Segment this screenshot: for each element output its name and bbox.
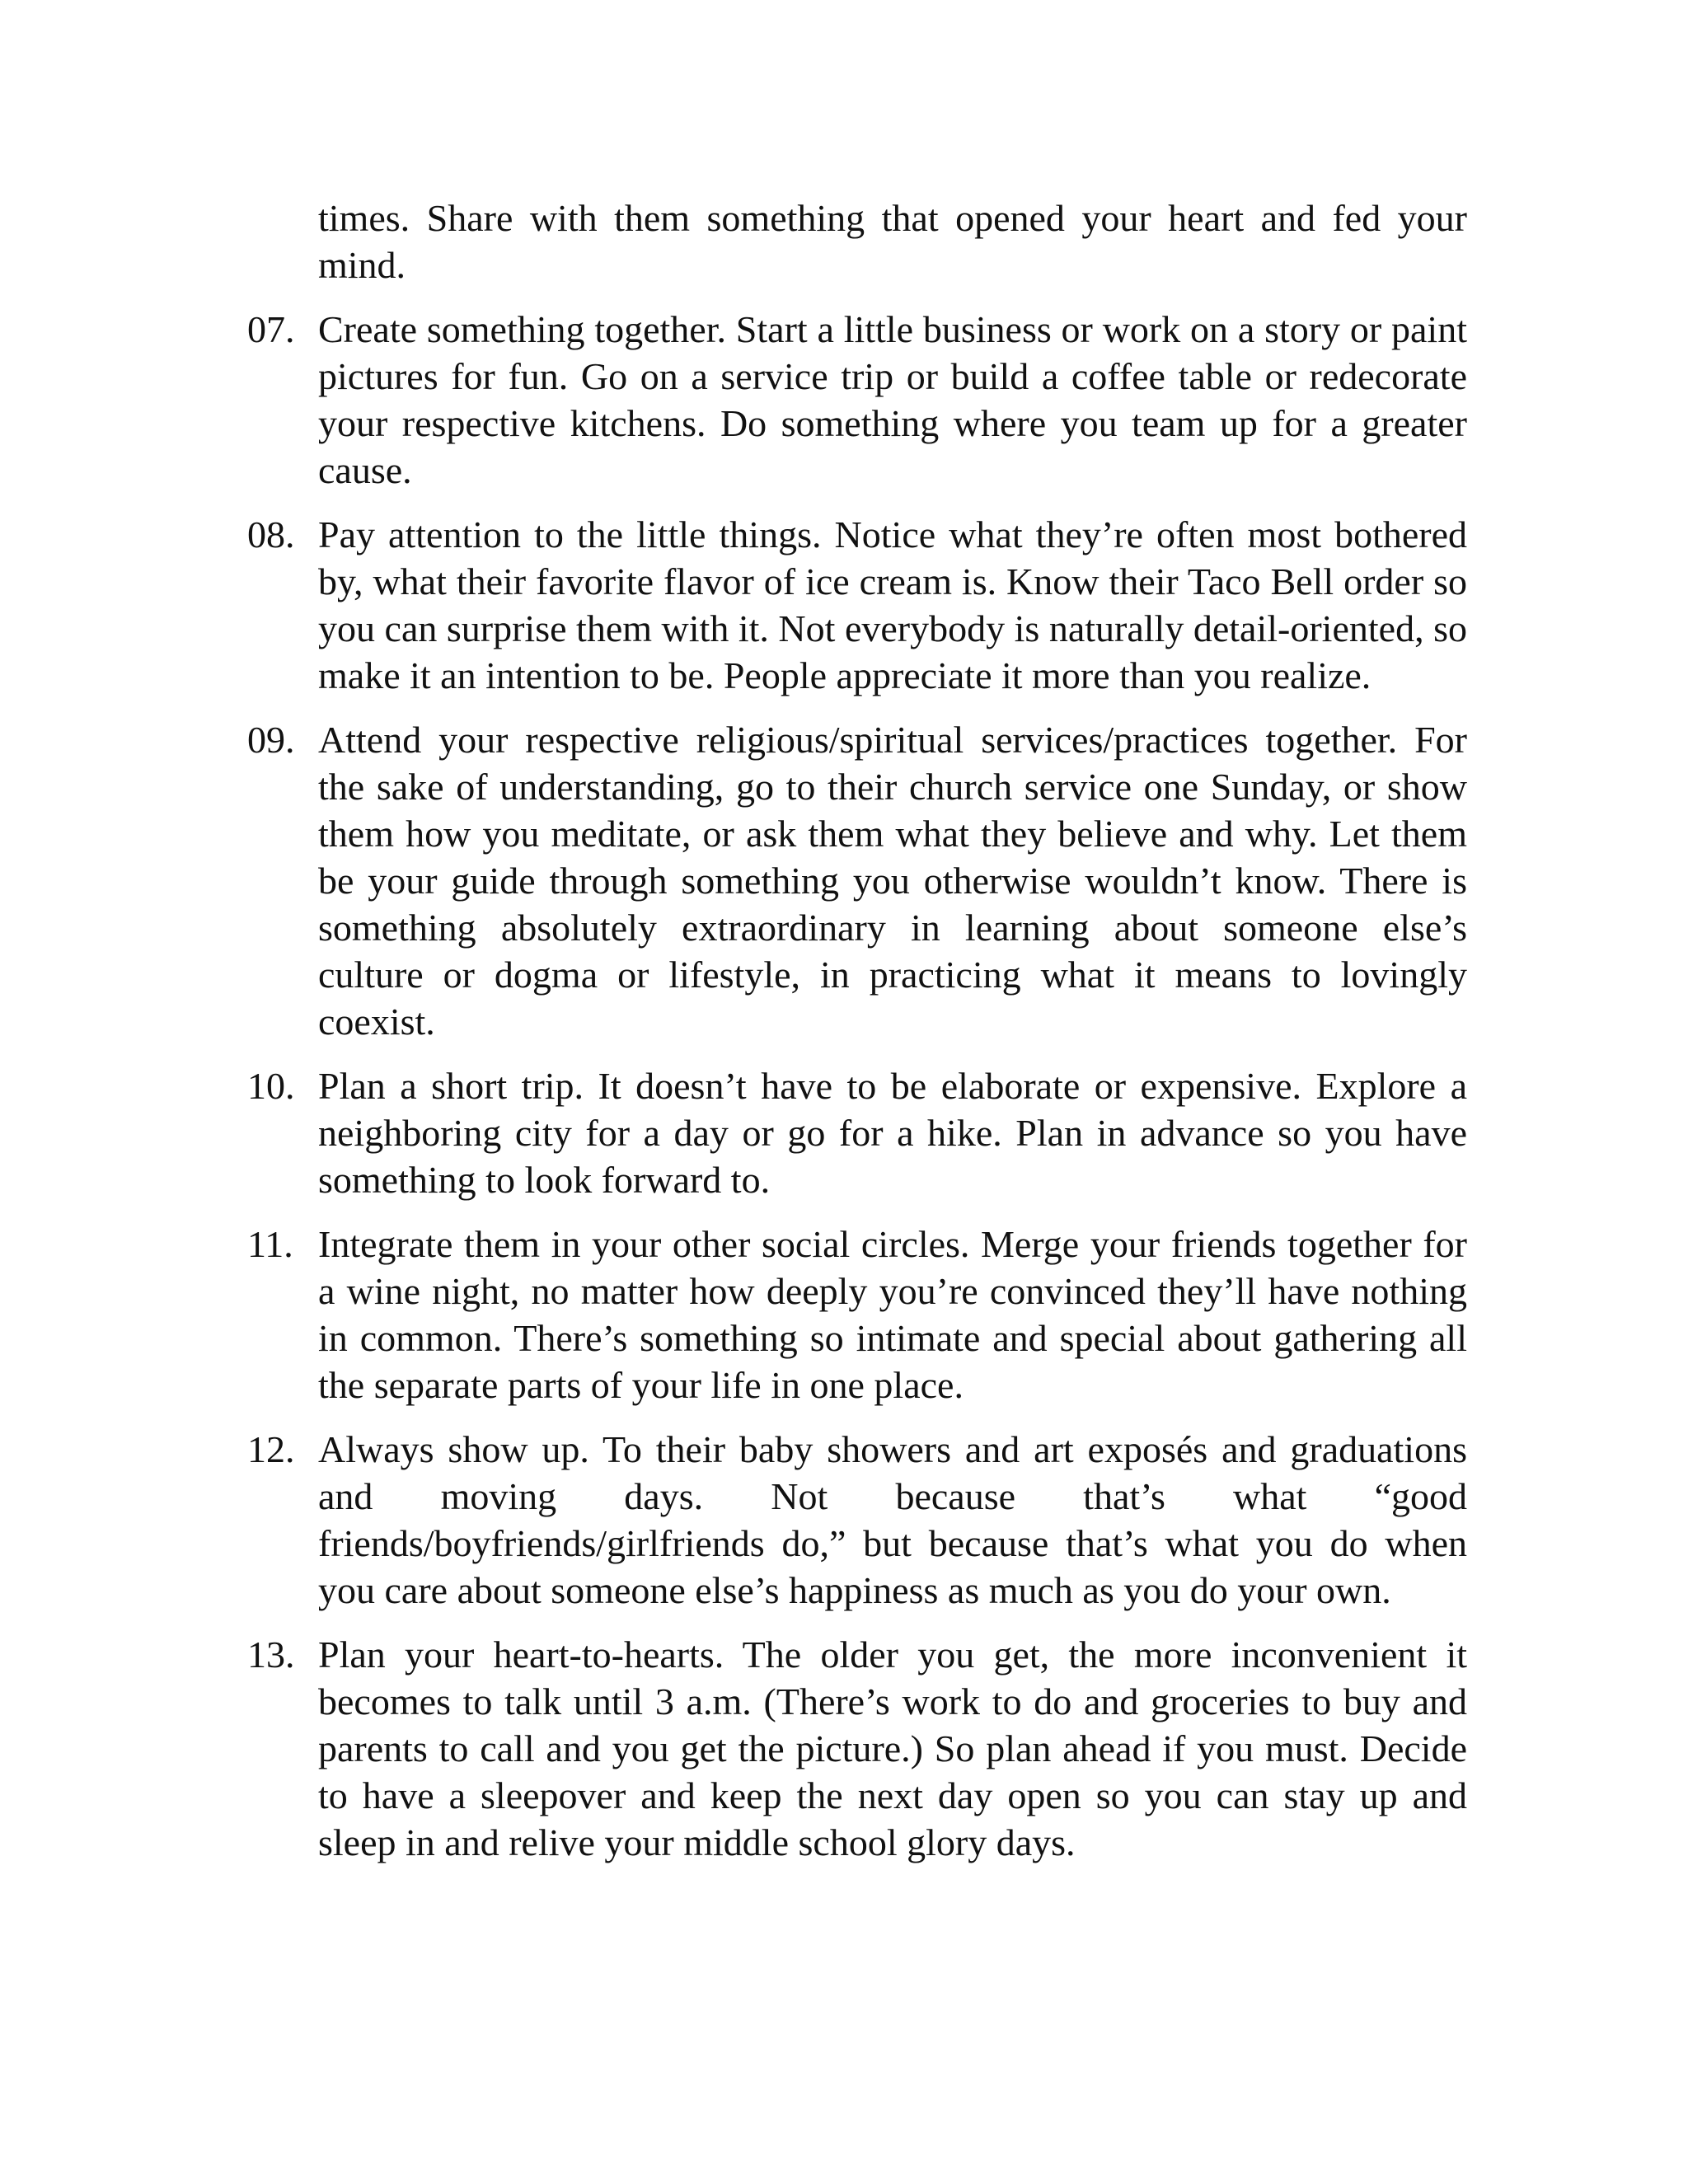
list-item-text: Plan a short trip. It doesn’t have to be elaborate or expensive. Explore a neighboring city for a day or go for a hike. Plan in advance so you have something to look forward to.: [318, 1065, 1467, 1201]
list-item-number: 10.: [247, 1065, 295, 1107]
list-item-number: 07.: [247, 308, 295, 350]
list-item-text: Attend your respective religious/spiritual services/practices together. For the sake of understanding, go to their church service one Sunday, or show them how you meditate, or ask them what they believe and why. Let them be your guide through something you otherwise wouldn’t know. There is something absolutely extraordinary in learning about someone else’s culture or dogma or lifestyle, in practicing what it means to lovingly coexist.: [318, 719, 1467, 1043]
list-item-number: 13.: [247, 1633, 295, 1675]
numbered-list: [247, 194, 1467, 1883]
list-item-text: Pay attention to the little things. Notice what they’re often most bothered by, what their favorite flavor of ice cream is. Know their Taco Bell order so you can surprise them with it. Not everybody is naturally detail-oriented, so make it an intention to be. People appreciate it more than you realize.: [318, 513, 1467, 696]
list-item-text: Create something together. Start a little business or work on a story or paint pictures for fun. Go on a service trip or build a coffee table or redecorate your respective kitchens. Do something where you team up for a greater cause.: [318, 308, 1467, 491]
list-item-text: Plan your heart-to-hearts. The older you get, the more inconvenient it becomes to talk until 3 a.m. (There’s work to do and groceries to buy and parents to call and you get the picture.) So plan ahead if you must. Decide to have a sleepover and keep the next day open so you can stay up and sleep in and relive your middle school glory days.: [318, 1633, 1467, 1863]
list-item-07: [247, 306, 1467, 494]
list-item-number: 08.: [247, 513, 295, 555]
list-item-number: 12.: [247, 1428, 295, 1470]
list-item-number: 09.: [247, 719, 295, 761]
list-item-09: [247, 716, 1467, 1045]
list-item-text: Always show up. To their baby showers and art exposés and graduations and moving days. Not because that’s what “good friends/boyfriends/girlfriends do,” but because that’s what you do when you care about someone else’s happiness as much as you do your own.: [318, 1428, 1467, 1611]
list-item-11: [247, 1221, 1467, 1408]
list-item-08: [247, 511, 1467, 699]
list-item-10: [247, 1062, 1467, 1203]
list-item-number: 11.: [247, 1223, 293, 1265]
list-item-12: [247, 1426, 1467, 1614]
list-item-text: Integrate them in your other social circles. Merge your friends together for a wine night, no matter how deeply you’re convinced they’ll have nothing in common. There’s something so intimate and special about gathering all the separate parts of your life in one place.: [318, 1223, 1467, 1406]
list-item-text: times. Share with them something that opened your heart and fed your mind.: [318, 197, 1467, 286]
list-item-continuation: [247, 194, 1467, 288]
list-item-13: [247, 1631, 1467, 1866]
